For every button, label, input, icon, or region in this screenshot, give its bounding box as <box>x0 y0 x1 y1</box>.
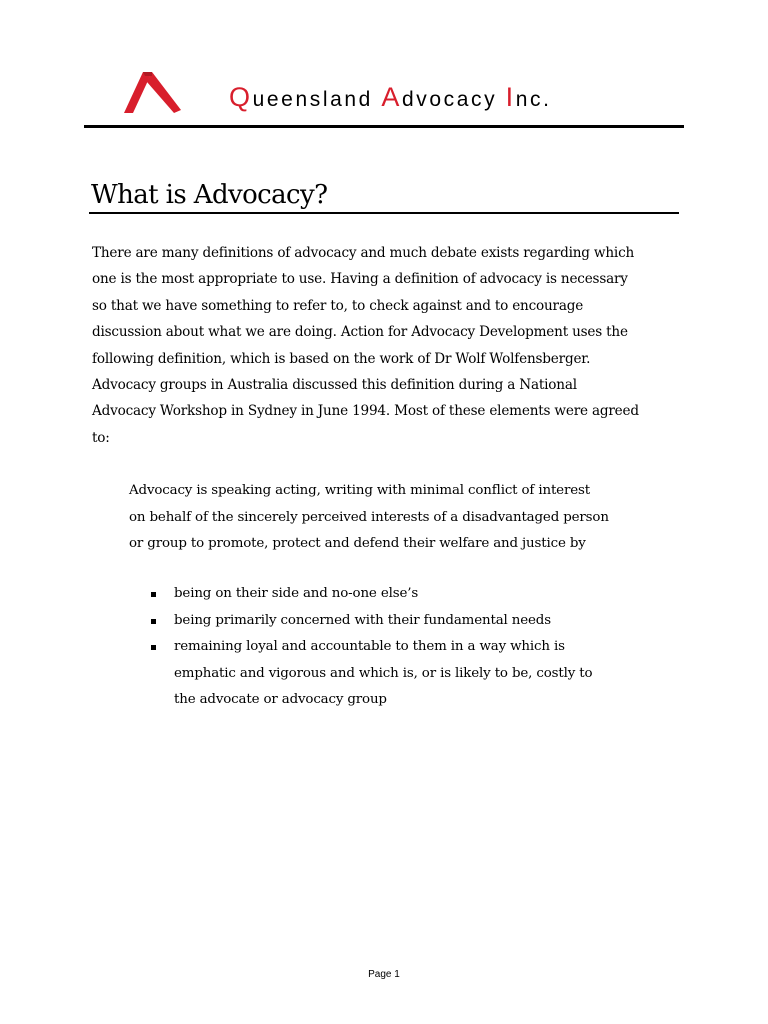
definition-block <box>129 478 689 558</box>
org-name-part-2 <box>381 82 506 112</box>
bullet-line: being primarily concerned with their fundamental needs <box>174 612 551 628</box>
intro-line: Advocacy Workshop in Sydney in June 1994. Most of these elements were agreed <box>92 403 639 420</box>
intro-line: There are many definitions of advocacy and much debate exists regarding which <box>92 245 635 261</box>
square-bullet-icon <box>151 619 156 624</box>
intro-paragraph <box>92 240 692 451</box>
org-name-part-3 <box>505 82 552 112</box>
org-name-rest: nc. <box>515 88 552 111</box>
page-number: Page 1 <box>368 969 400 980</box>
bullet-line: emphatic and vigorous and which is, or is likely to be, costly to <box>174 665 593 681</box>
definition-line: or group to promote, protect and defend their welfare and justice by <box>129 536 586 551</box>
intro-line: one is the most appropriate to use. Having a definition of advocacy is necessary <box>92 271 628 288</box>
definition-bullet-list <box>150 581 592 714</box>
title-underline <box>89 212 679 214</box>
intro-line: to: <box>92 429 110 446</box>
qai-logo-icon <box>118 68 184 116</box>
definition-line: on behalf of the sincerely perceived interests of a disadvantaged person <box>129 509 609 525</box>
bullet-line: the advocate or advocacy group <box>174 692 387 707</box>
bullet-line: remaining loyal and accountable to them in a way which is <box>174 639 565 654</box>
org-name-initial: I <box>505 82 516 112</box>
header-divider <box>84 125 684 128</box>
page-title: What is Advocacy? <box>91 180 328 210</box>
intro-line: so that we have something to refer to, to check against and to encourage <box>92 297 584 314</box>
intro-line: following definition, which is based on the work of Dr Wolf Wolfensberger. <box>92 350 591 367</box>
org-name-initial: A <box>381 82 402 112</box>
intro-line: discussion about what we are doing. Action for Advocacy Development uses the <box>92 324 628 341</box>
definition-line: Advocacy is speaking acting, writing with minimal conflict of interest <box>129 483 590 498</box>
square-bullet-icon <box>151 645 156 650</box>
org-name-part-1 <box>229 82 382 112</box>
bullet-line: being on their side and no-one else’s <box>174 586 419 601</box>
org-name-initial: Q <box>229 82 253 112</box>
intro-line: Advocacy groups in Australia discussed this definition during a National <box>92 377 577 394</box>
bullet-item <box>150 608 592 635</box>
org-name-rest: ueensland <box>252 88 382 111</box>
square-bullet-icon <box>151 592 156 597</box>
bullet-item <box>150 634 592 714</box>
bullet-item <box>150 581 592 608</box>
organisation-name <box>229 84 552 111</box>
org-name-rest: dvocacy <box>401 88 506 111</box>
